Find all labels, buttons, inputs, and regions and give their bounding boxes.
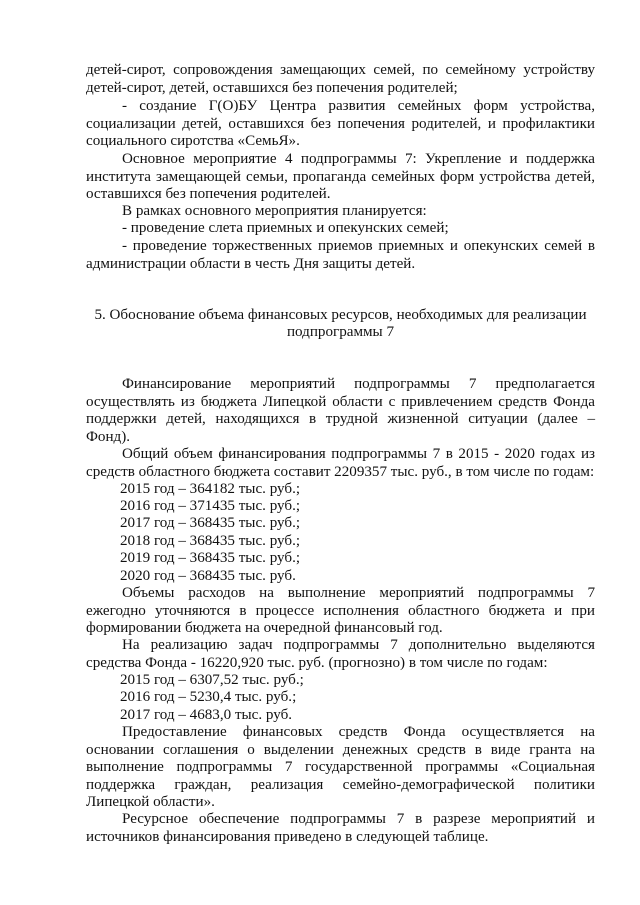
paragraph-receptions: - проведение торжественных приемов приемных и опекунских семей в администрации области в честь Дня защиты детей.: [86, 238, 595, 272]
paragraph-planned: В рамках основного мероприятия планируется:: [122, 203, 427, 219]
paragraph-resource-table: Ресурсное обеспечение подпрограммы 7 в разрезе мероприятий и источников финансирования приведено в следующей таблице.: [86, 811, 595, 845]
paragraph-rally: - проведение слета приемных и опекунских семей;: [122, 220, 449, 236]
list-item-fund-2017: 2017 год – 4683,0 тыс. руб.: [120, 707, 293, 723]
paragraph-grant: Предоставление финансовых средств Фонда осуществляется на основании соглашения о выделении денежных средств в виде гранта на выполнение подпрограммы 7 государственной программы «Социальная поддержка граждан, реализация семейно-демографической политики Липецкой области».: [86, 724, 595, 810]
paragraph-total-volume: Общий объем финансирования подпрограммы 7 в 2015 - 2020 годах из средств областного бюджета составит 2209357 тыс. руб., в том числе по годам:: [86, 446, 595, 480]
paragraph-semya-center: - создание Г(О)БУ Центра развития семейных форм устройства, социализации детей, оставшихся без попечения родителей, и профилактики социального сиротства «СемьЯ».: [86, 98, 595, 149]
paragraph-financing: Финансирование мероприятий подпрограммы 7 предполагается осуществлять из бюджета Липецкой области с привлечением средств Фонда поддержки детей, находящихся в трудной жизненной ситуации (далее – Фонд).: [86, 376, 595, 445]
list-item-budget-2015: 2015 год – 364182 тыс. руб.;: [120, 481, 301, 497]
paragraph-expenses: Объемы расходов на выполнение мероприятий подпрограммы 7 ежегодно уточняются в процессе исполнения областного бюджета и при формировании бюджета на очередной финансовый год.: [86, 585, 595, 636]
list-item-budget-2018: 2018 год – 368435 тыс. руб.;: [120, 533, 301, 549]
paragraph-main-activity-4: Основное мероприятие 4 подпрограммы 7: Укрепление и поддержка института замещающей семьи, пропаганда семейных форм устройства детей, оставшихся без попечения родителей.: [86, 151, 595, 202]
section-heading-line1: 5. Обоснование объема финансовых ресурсов, необходимых для реализации: [94, 307, 587, 323]
list-item-budget-2020: 2020 год – 368435 тыс. руб.: [120, 568, 296, 584]
list-item-fund-2015: 2015 год – 6307,52 тыс. руб.;: [120, 672, 304, 688]
paragraph-orphans-support: детей-сирот, сопровождения замещающих семей, по семейному устройству детей-сирот, детей, оставшихся без попечения родителей;: [86, 62, 595, 96]
list-item-fund-2016: 2016 год – 5230,4 тыс. руб.;: [120, 689, 297, 705]
list-item-budget-2016: 2016 год – 371435 тыс. руб.;: [120, 498, 301, 514]
section-heading-line2: подпрограммы 7: [286, 324, 395, 340]
list-item-budget-2019: 2019 год – 368435 тыс. руб.;: [120, 550, 301, 566]
list-item-budget-2017: 2017 год – 368435 тыс. руб.;: [120, 515, 301, 531]
paragraph-fund-allocation: На реализацию задач подпрограммы 7 дополнительно выделяются средства Фонда - 16220,920 тыс. руб. (прогнозно) в том числе по годам:: [86, 637, 595, 671]
